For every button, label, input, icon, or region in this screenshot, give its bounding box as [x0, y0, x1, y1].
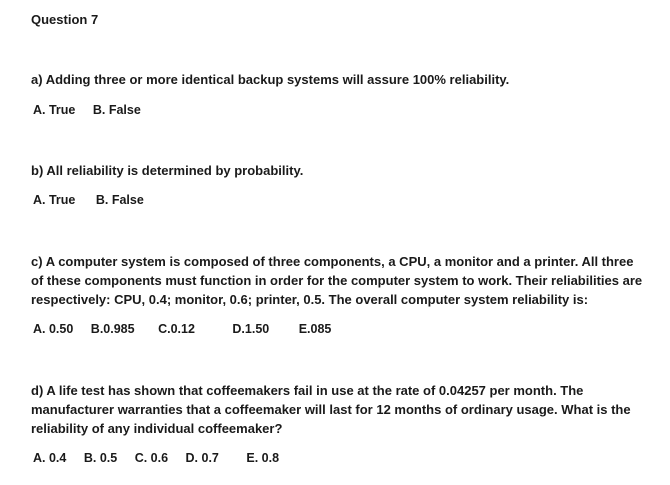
- question-c-option-a[interactable]: A. 0.50: [33, 322, 74, 336]
- question-c-option-b[interactable]: B.0.985: [90, 322, 135, 336]
- question-d-option-e[interactable]: E. 0.8: [246, 451, 280, 465]
- question-b-option-b[interactable]: B. False: [95, 193, 144, 207]
- question-a-text: a) Adding three or more identical backup systems will assure 100% reliability.: [31, 72, 510, 87]
- question-d-text: d) A life test has shown that coffeemakers fail in use at the rate of 0.04257 per month. The manufacturer warranties that a coffeemaker will last for 12 months of ordinary usage. What is the reliability of any individual coffeemaker?: [31, 383, 631, 436]
- question-b-options: [33, 193, 144, 207]
- question-a-option-b[interactable]: B. False: [92, 103, 141, 117]
- question-d-option-b[interactable]: B. 0.5: [83, 451, 118, 465]
- question-d-options: [33, 451, 279, 465]
- question-c-option-d[interactable]: D.1.50: [232, 322, 270, 336]
- question-d-option-c[interactable]: C. 0.6: [134, 451, 169, 465]
- question-c-option-e[interactable]: E.085: [298, 322, 332, 336]
- question-c-text: c) A computer system is composed of three components, a CPU, a monitor and a printer. All three of these components must function in order for the computer system to work. Their reliabilities are respectively: CPU, 0.4; monitor, 0.6; printer, 0.5. The overall computer system reliability is:: [31, 254, 643, 307]
- question-a-options: [33, 103, 141, 117]
- question-d-option-d[interactable]: D. 0.7: [185, 451, 219, 465]
- question-d-option-a[interactable]: A. 0.4: [33, 451, 67, 465]
- question-c-option-c[interactable]: C.0.12: [158, 322, 195, 336]
- question-a-option-a[interactable]: A. True: [33, 103, 76, 117]
- question-b-option-a[interactable]: A. True: [33, 193, 76, 207]
- question-title: Question 7: [31, 12, 99, 27]
- question-c-options: [33, 322, 331, 336]
- question-b-text: b) All reliability is determined by probability.: [31, 163, 304, 178]
